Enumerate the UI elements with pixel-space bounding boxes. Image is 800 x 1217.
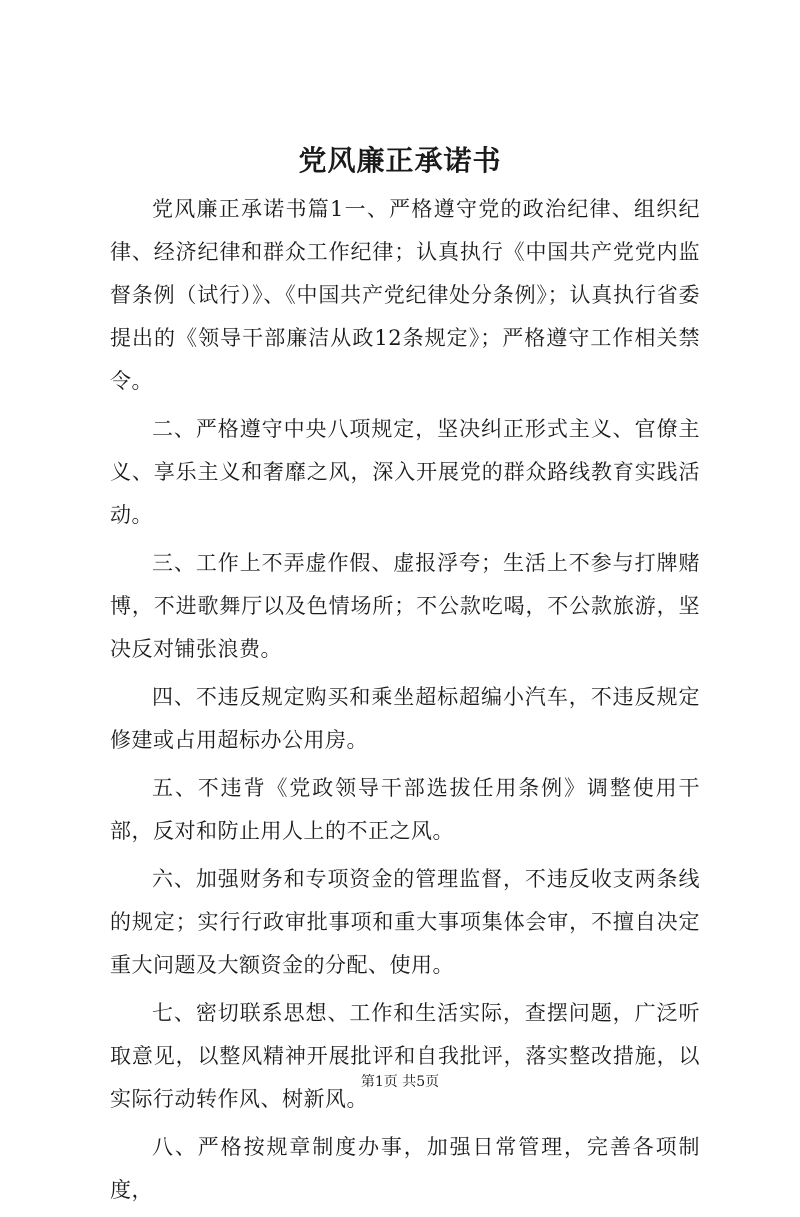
page-number-footer: 第1页 共5页 bbox=[360, 1074, 440, 1090]
paragraph-4: 四、不违反规定购买和乘坐超标超编小汽车，不违反规定修建或占用超标办公用房。 bbox=[110, 685, 700, 752]
paragraph-6: 六、加强财务和专项资金的管理监督，不违反收支两条线的规定；实行行政审批事项和重大事项集体会审，不擅自决定重大问题及大额资金的分配、使用。 bbox=[110, 867, 700, 977]
paragraph-5: 五、不违背《党政领导干部选拔任用条例》调整使用干部，反对和防止用人上的不正之风。 bbox=[110, 776, 700, 843]
paragraph-1: 党风廉正承诺书篇1一、严格遵守党的政治纪律、组织纪律、经济纪律和群众工作纪律；认真执行《中国共产党党内监督条例（试行）》、《中国共产党纪律处分条例》；认真执行省委提出的《领导干部廉洁从政12条规定》；严格遵守工作相关禁令。 bbox=[110, 197, 700, 393]
paragraph-3: 三、工作上不弄虚作假、虚报浮夸；生活上不参与打牌赌博，不进歌舞厅以及色情场所；不公款吃喝，不公款旅游，坚决反对铺张浪费。 bbox=[110, 551, 700, 661]
document-body bbox=[110, 188, 700, 1217]
paragraph-7: 七、密切联系思想、工作和生活实际，查摆问题，广泛听取意见，以整风精神开展批评和自我批评，落实整改措施，以实际行动转作风、树新风。 bbox=[110, 1001, 700, 1111]
document-title: 党风廉正承诺书 bbox=[298, 144, 502, 177]
paragraph-8: 八、严格按规章制度办事，加强日常管理，完善各项制度， bbox=[110, 1135, 700, 1202]
paragraph-2: 二、严格遵守中央八项规定，坚决纠正形式主义、官僚主义、享乐主义和奢靡之风，深入开展党的群众路线教育实践活动。 bbox=[110, 417, 700, 527]
